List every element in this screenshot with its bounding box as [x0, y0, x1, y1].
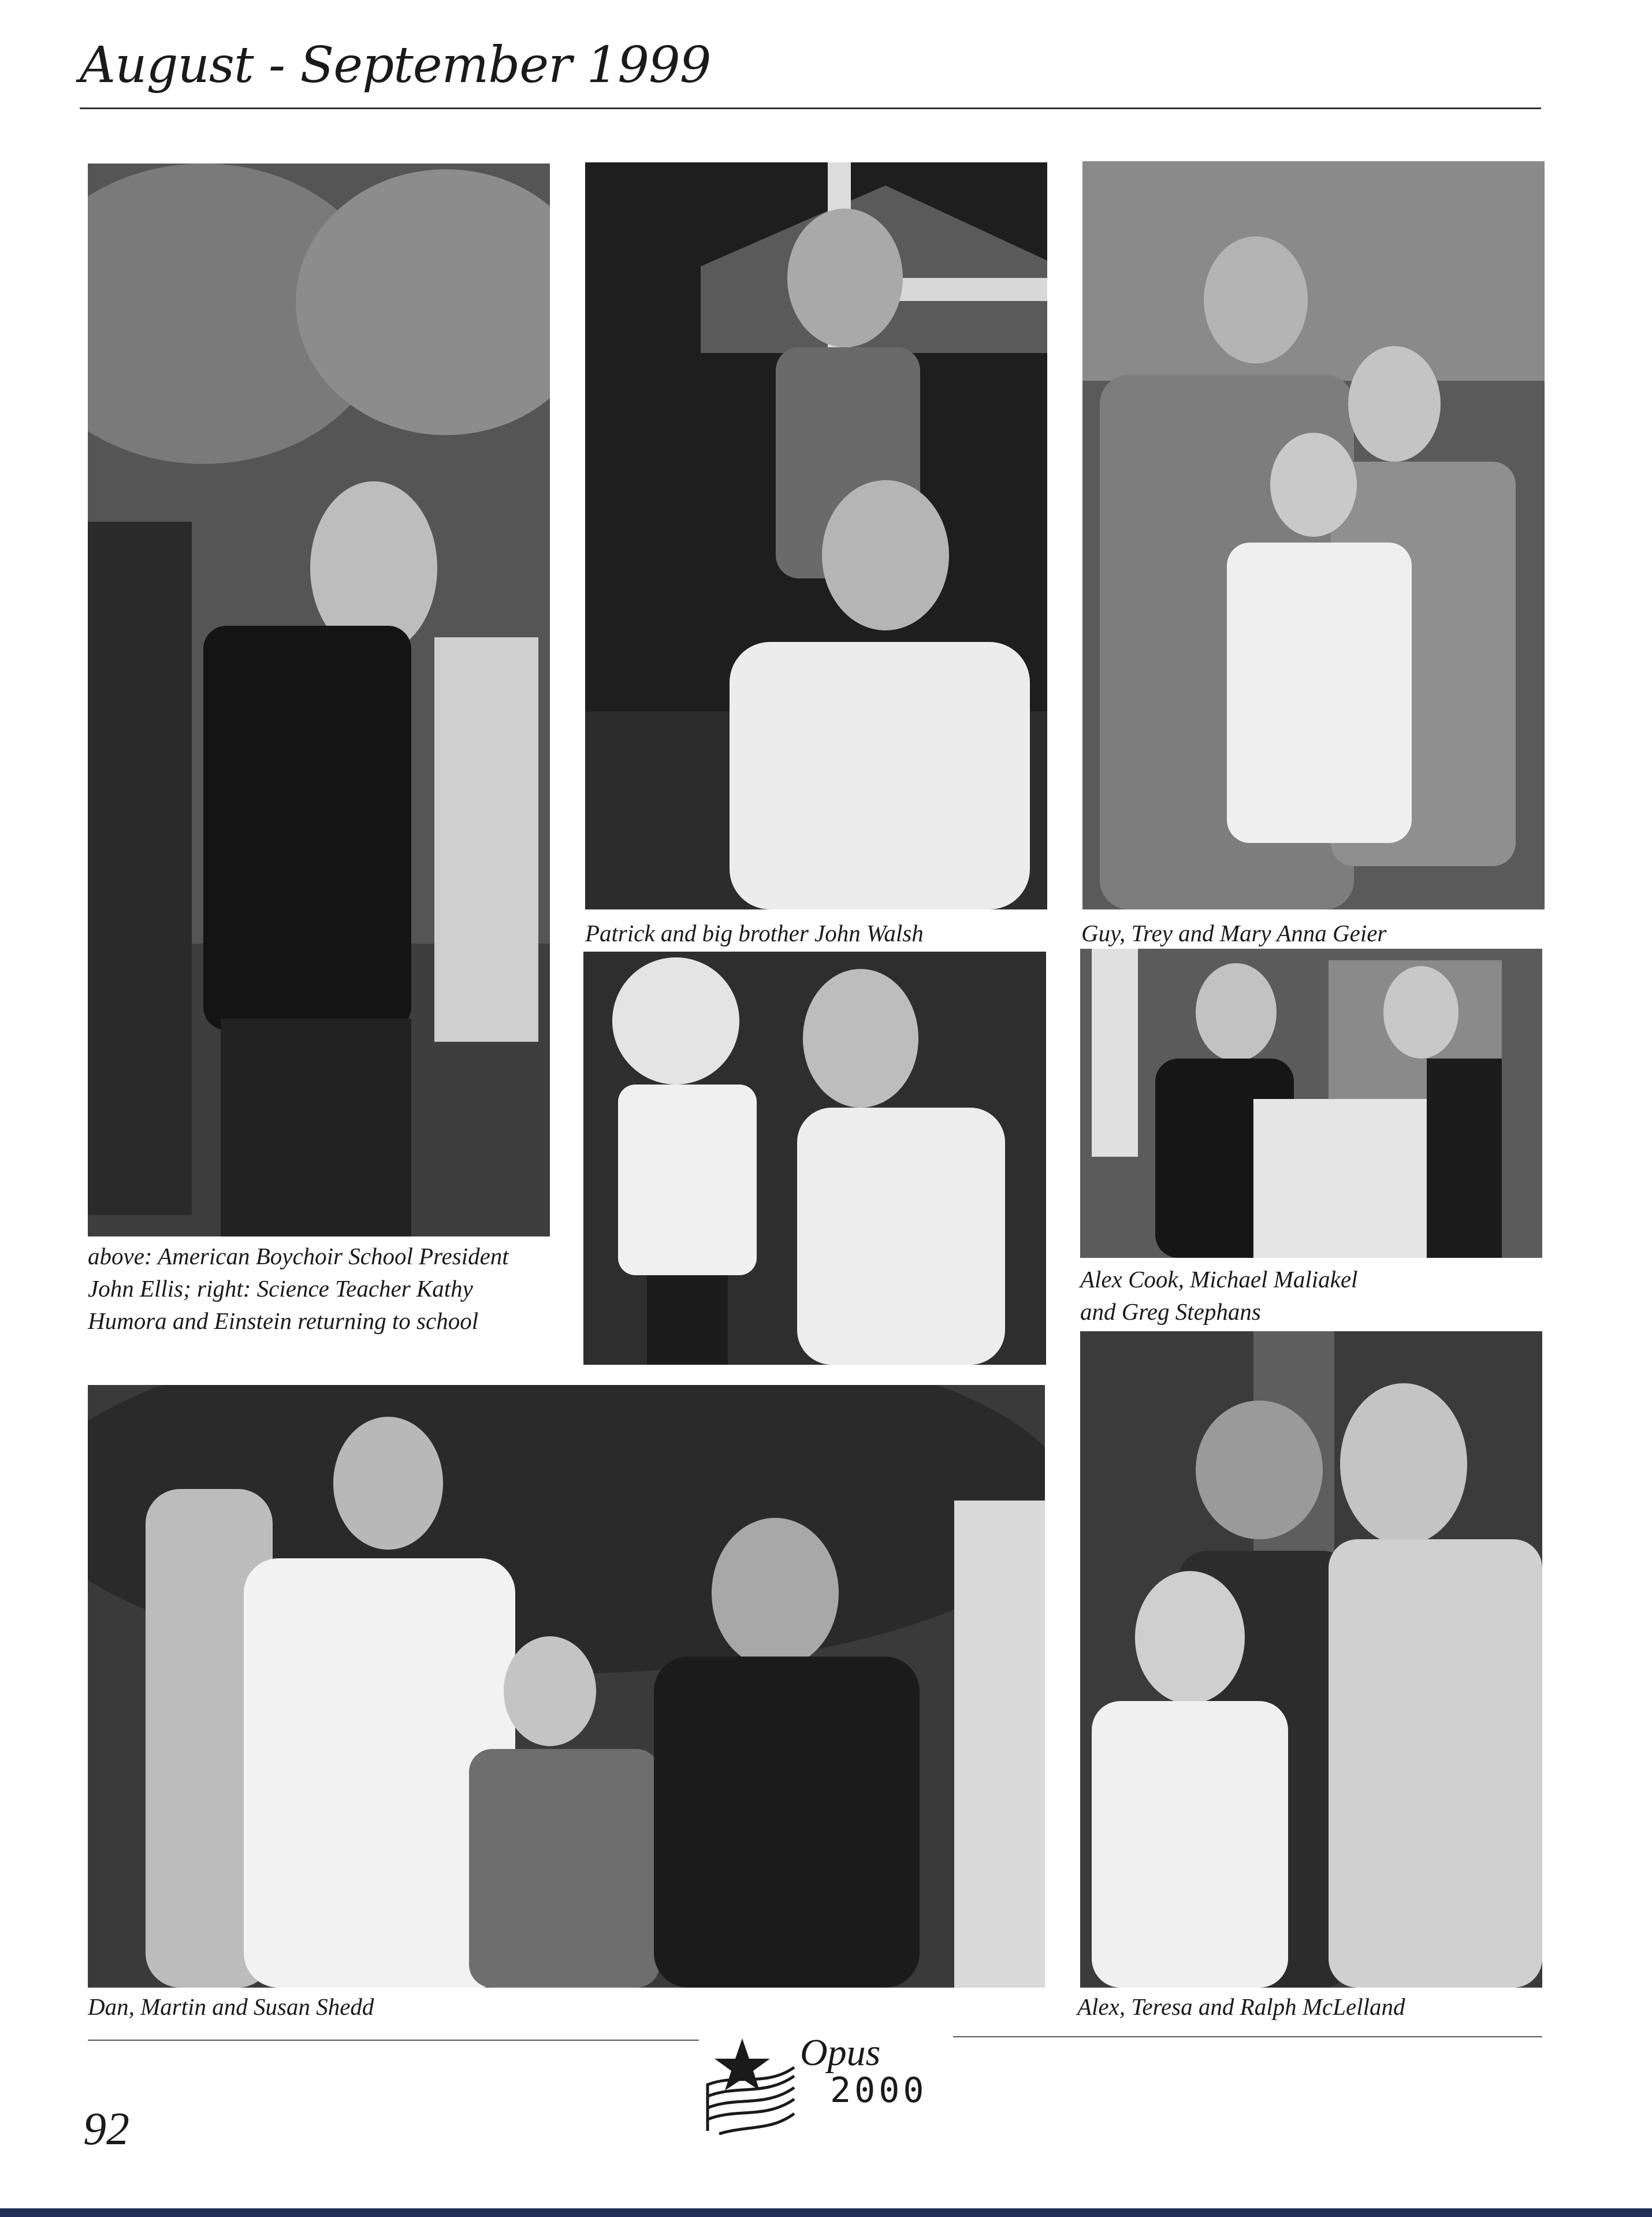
opus-2000-logo: [702, 2033, 944, 2137]
caption-line: Alex Cook, Michael Maliakel: [1080, 1266, 1358, 1293]
caption-cook: [1080, 1263, 1357, 1328]
caption-line: and Greg Stephans: [1080, 1298, 1261, 1325]
footer-rule-right: [953, 2036, 1542, 2037]
caption-mclelland: Alex, Teresa and Ralph McLelland: [1077, 1993, 1405, 2020]
caption-line: above: American Boychoir School President: [88, 1243, 509, 1269]
page-title: August - September 1999: [80, 36, 711, 94]
footer-rule-left: [88, 2040, 699, 2041]
photo-john-ellis: [88, 164, 550, 1236]
caption-ellis-humora: [88, 1240, 509, 1337]
logo-word: Opus: [800, 2032, 881, 2074]
photo-mclelland-family: [1080, 1331, 1542, 1988]
caption-line: Humora and Einstein returning to school: [88, 1308, 479, 1334]
photo-humora-einstein: [583, 952, 1046, 1365]
caption-walsh: Patrick and big brother John Walsh: [585, 920, 924, 946]
scan-edge-bar: [0, 2208, 1652, 2217]
logo-year: 2000: [830, 2070, 928, 2111]
caption-geier: Guy, Trey and Mary Anna Geier: [1081, 920, 1387, 946]
header-rule: [80, 107, 1541, 109]
photo-geier-family: [1082, 161, 1545, 909]
caption-shedd: Dan, Martin and Susan Shedd: [88, 1993, 374, 2020]
star-flag-icon: [702, 2033, 800, 2137]
page-number: 92: [83, 2104, 129, 2155]
caption-line: John Ellis; right: Science Teacher Kathy: [88, 1275, 473, 1302]
photo-shedd-family: [88, 1385, 1045, 1988]
photo-cook-maliakel-stephans: [1080, 949, 1542, 1258]
photo-walsh-brothers: [585, 162, 1047, 909]
